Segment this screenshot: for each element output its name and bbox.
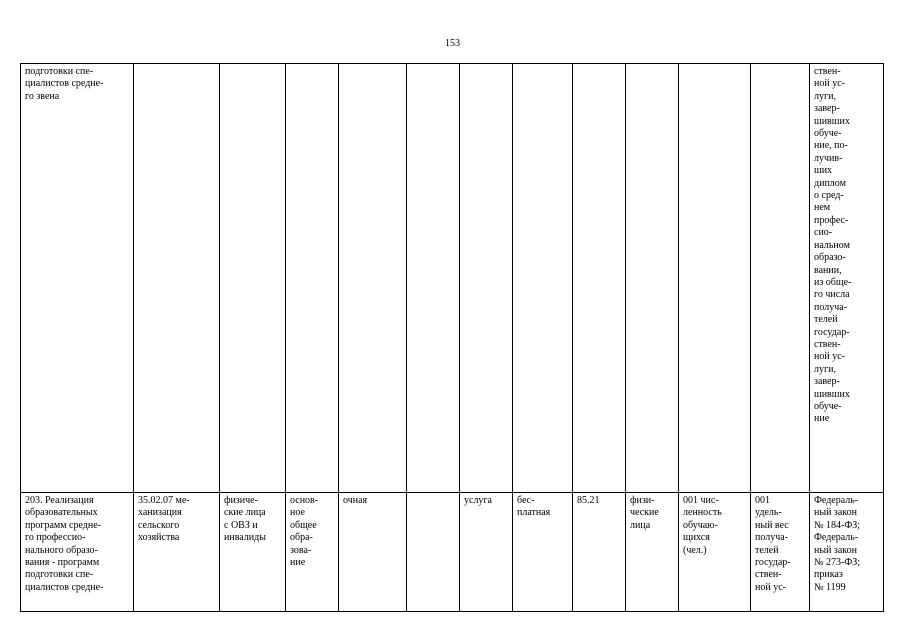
- cell-okved: 85.21: [573, 493, 626, 612]
- cell-specialty: 35.02.07 ме- ханизация сельского хозяйства: [134, 493, 220, 612]
- cell-quality-indicator: [751, 64, 810, 493]
- cell-study-form: [339, 64, 407, 493]
- cell-payment: [513, 64, 573, 493]
- cell-recipients: физи- ческие лица: [626, 493, 679, 612]
- page-number: 153: [445, 38, 460, 49]
- cell-empty: [407, 64, 460, 493]
- cell-volume-indicator: [679, 64, 751, 493]
- service-table: [20, 63, 884, 612]
- cell-recipients: [626, 64, 679, 493]
- cell-study-form: очная: [339, 493, 407, 612]
- table-row-continuation: [21, 64, 884, 493]
- cell-service-name: 203. Реализация образовательных программ средне- го профессио- нального образо- вания - программ подготовки спе- циалистов средне-: [21, 493, 134, 612]
- cell-okved: [573, 64, 626, 493]
- cell-type: услуга: [460, 493, 513, 612]
- cell-type: [460, 64, 513, 493]
- cell-legal-basis: ствен- ной ус- луги, завер- шивших обуче- ние, по- лучив- ших диплом о сред- нем профес- сио- нальном образо- вании, из обще- го числа получа- телей государ- ствен- ной ус- луги, завер- шивших обуче- ние: [810, 64, 884, 493]
- cell-service-name: подготовки спе- циалистов средне- го звена: [21, 64, 134, 493]
- cell-empty: [407, 493, 460, 612]
- cell-education-level: [286, 64, 339, 493]
- cell-education-level: основ- ное общее обра- зова- ние: [286, 493, 339, 612]
- cell-quality-indicator: 001 удель- ный вес получа- телей государ- ствен- ной ус-: [751, 493, 810, 612]
- cell-consumers: [220, 64, 286, 493]
- cell-specialty: [134, 64, 220, 493]
- cell-consumers: физиче- ские лица с ОВЗ и инвалиды: [220, 493, 286, 612]
- cell-legal-basis: Федераль- ный закон № 184-ФЗ; Федераль- ный закон № 273-ФЗ; приказ № 1199: [810, 493, 884, 612]
- table-row-203: [21, 493, 884, 612]
- cell-payment: бес- платная: [513, 493, 573, 612]
- cell-volume-indicator: 001 чис- ленность обучаю- щихся (чел.): [679, 493, 751, 612]
